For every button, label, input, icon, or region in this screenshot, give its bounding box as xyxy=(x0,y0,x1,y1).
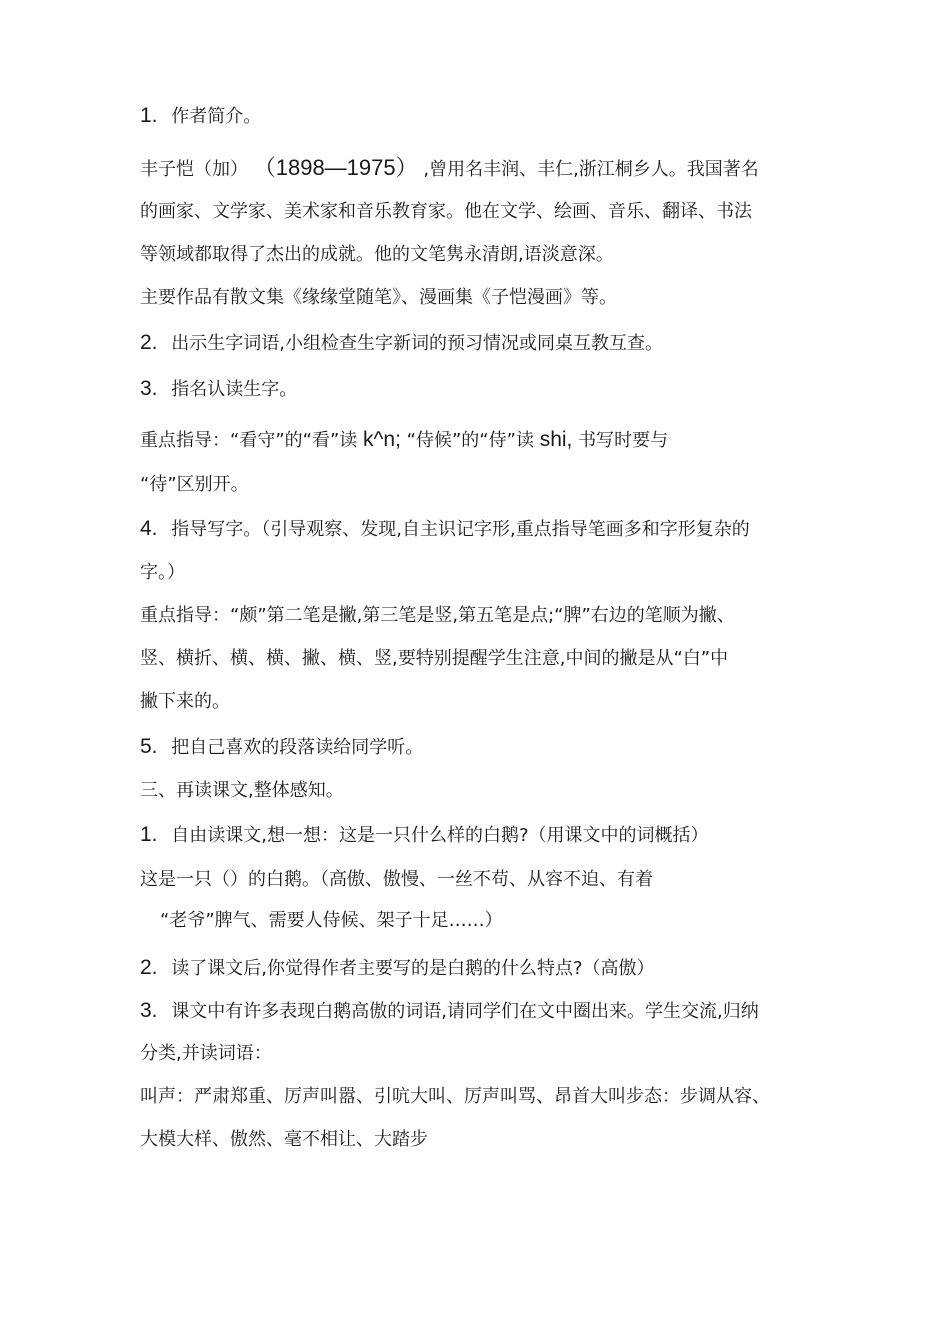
paragraph-line: 撇下来的。 xyxy=(140,691,230,712)
paragraph-line: “待”区别开。 xyxy=(140,474,249,495)
item-number: 2. xyxy=(140,956,158,979)
item-number: 3. xyxy=(140,377,158,400)
author-bio: ,曾用名丰润、丰仁,浙江桐乡人。我国著名 xyxy=(423,159,759,180)
item-text: 指名认读生字。 xyxy=(171,379,298,400)
section-item xyxy=(140,377,297,402)
author-dates: （1898—1975） xyxy=(253,155,418,180)
item-number: 1. xyxy=(140,104,158,127)
paragraph-line: 字。） xyxy=(140,562,185,583)
section-item xyxy=(140,823,709,848)
item-text: 指导写字。（引导观察、发现,自主识记字形,重点指导笔画多和字形复杂的 xyxy=(171,519,750,540)
item-number: 5. xyxy=(140,735,158,758)
paragraph-line: 叫声：严肃郑重、厉声叫嚣、引吭大叫、厉声叫骂、昂首大叫步态：步调从容、 xyxy=(140,1086,770,1107)
section-heading: 三、再读课文,整体感知。 xyxy=(140,780,344,801)
item-number: 2. xyxy=(140,331,158,354)
item-text: 自由读课文,想一想：这是一只什么样的白鹅?（用课文中的词概括） xyxy=(171,825,709,846)
pinyin-shi: shi, xyxy=(539,428,573,451)
paragraph-line: 竖、横折、横、横、撇、横、竖,要特别提醒学生注意,中间的撇是从“白”中 xyxy=(140,648,729,669)
section-item xyxy=(140,331,663,356)
section-item xyxy=(140,517,750,542)
paragraph-line: 分类,并读词语： xyxy=(140,1043,272,1064)
item-number: 1. xyxy=(140,823,158,846)
item-number: 3. xyxy=(140,999,158,1022)
section-item xyxy=(140,956,655,981)
section-item xyxy=(140,735,423,760)
item-text: 课文中有许多表现白鹅高傲的词语,请同学们在文中圈出来。学生交流,归纳 xyxy=(171,1001,759,1022)
paragraph-line: 大模大样、傲然、毫不相让、大踏步 xyxy=(140,1129,428,1150)
item-number: 4. xyxy=(140,517,158,540)
item-text: 把自己喜欢的段落读给同学听。 xyxy=(171,737,424,758)
paragraph-line: 等领域都取得了杰出的成就。他的文笔隽永清朗,语淡意深。 xyxy=(140,244,614,265)
section-item xyxy=(140,999,759,1024)
item-text: 读了课文后,你觉得作者主要写的是白鹅的什么特点?（高傲） xyxy=(171,958,655,979)
guidance-text: 书写时要与 xyxy=(578,430,669,451)
paragraph-line xyxy=(140,428,668,453)
item-text: 作者简介。 xyxy=(171,106,262,127)
author-name: 丰子恺（加） xyxy=(140,159,248,180)
item-text: 出示生字词语,小组检查生字新词的预习情况或同桌互教互查。 xyxy=(171,333,663,354)
paragraph-line: 的画家、文学家、美术家和音乐教育家。他在文学、绘画、音乐、翻译、书法 xyxy=(140,201,752,222)
paragraph-line: “老爷”脾气、需要人侍候、架子十足……） xyxy=(160,910,503,931)
paragraph-line: 重点指导：“颇”第二笔是撇,第三笔是竖,第五笔是点;“脾”右边的笔顺为撇、 xyxy=(140,605,735,626)
guidance-text: 重点指导：“看守”的“看”读 xyxy=(140,430,358,451)
pinyin-kan: k^n; xyxy=(363,428,401,451)
paragraph-line xyxy=(140,156,759,182)
paragraph-line: 这是一只（）的白鹅。（高傲、傲慢、一丝不苟、从容不迫、有着 xyxy=(140,869,653,890)
paragraph-line: 主要作品有散文集《缘缘堂随笔》、漫画集《子恺漫画》等。 xyxy=(140,287,617,308)
section-item xyxy=(140,104,261,129)
guidance-text: “侍候”的“侍”读 xyxy=(406,430,534,451)
